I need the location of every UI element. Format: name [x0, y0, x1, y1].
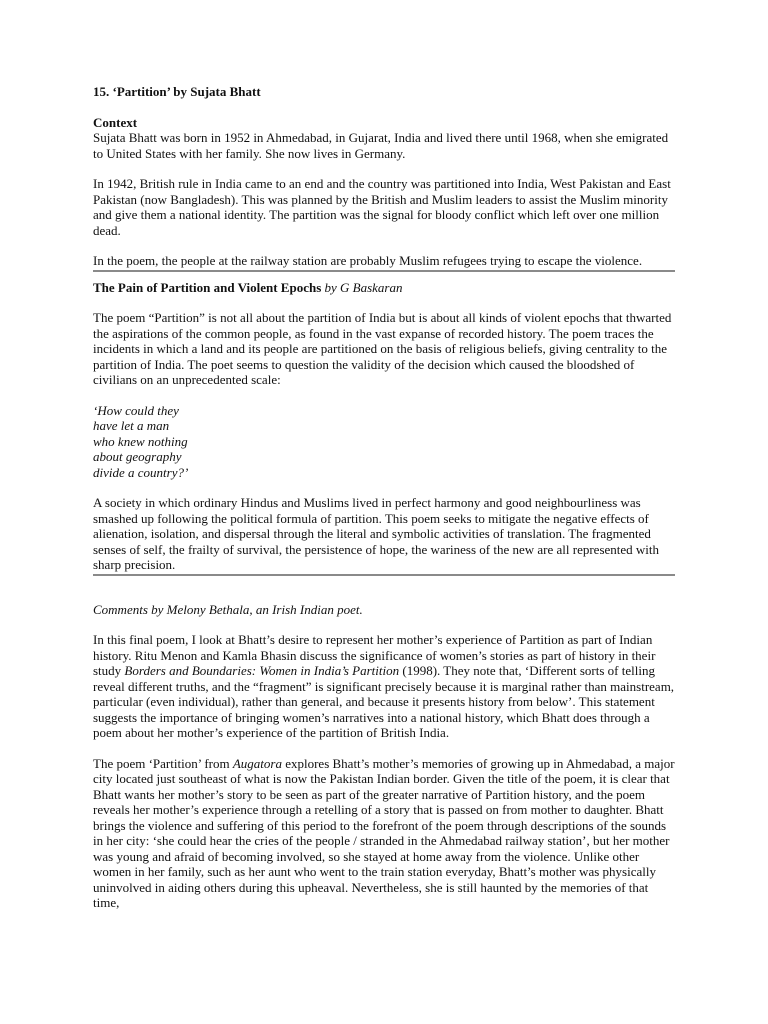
- section2-paragraph-2: A society in which ordinary Hindus and Muslims lived in perfect harmony and good neighbourliness was smashed up following the political formula of partition. This poem seeks to mitigate the negative effects of alienation, isolation, and dispersal through the literal and symbolic activities of translation. The fragmented senses of self, the frailty of survival, the persistence of hope, the wariness of the new are all represented with sharp precision.: [93, 495, 660, 572]
- book-title-augatora: Augatora: [232, 755, 282, 771]
- section2-byline: by G Baskaran: [324, 279, 403, 295]
- context-paragraph-3: In the poem, the people at the railway station are probably Muslim refugees trying to escape the violence.: [93, 253, 643, 268]
- comments-attribution: Comments by Melony Bethala, an Irish Indian poet.: [93, 601, 363, 617]
- context-paragraph-2: In 1942, British rule in India came to an end and the country was partitioned into India, West Pakistan and East Pakistan (now Bangladesh). This was planned by the British and Muslim leaders to assist the Muslim minority and give them a national identity. The partition was the signal for bloody conflict which left over one million dead.: [93, 176, 671, 238]
- poem-line: who knew nothing: [93, 433, 188, 449]
- section3-paragraph-2: [93, 756, 675, 911]
- section3-p2-text-start: The poem ‘Partition’ from: [93, 755, 233, 771]
- section2-heading: The Pain of Partition and Violent Epochs: [93, 279, 322, 295]
- poem-line: divide a country?’: [93, 464, 189, 480]
- poem-line: about geography: [93, 449, 182, 464]
- section2-paragraph-1: The poem “Partition” is not all about the partition of India but is about all kinds of violent epochs that thwarted the aspirations of the common people, as found in the vast expanse of recorded history. The poem traces the incidents in which a land and its people are partitioned on the basis of religious beliefs, giving centrality to the partition of India. The poet seems to question the validity of the decision which caused the bloodshed of civilians on an unprecedented scale:: [93, 310, 672, 387]
- document-page: [93, 84, 675, 911]
- section3-p2-text-end: explores Bhatt’s mother’s memories of growing up in Ahmedabad, a major city located just southeast of what is now the Pakistan Indian border. Given the title of the poem, it is clear that Bhatt wants her mother’s story to be seen as part of the greater narrative of Partition history, and the poem reveals her mother’s experience through a retelling of a story that is passed on from mother to daughter. Bhatt brings the violence and suffering of this period to the forefront of the poem through descriptions of the sounds in her city: ‘she could hear the cries of the people / stranded in the Ahmedabad railway station’, but her mother was young and afraid of becoming involved, so she stayed at home away from the violence. Unlike other women in her family, such as her aunt who went to the train station everyday, Bhatt’s mother was physically uninvolved in aiding others during this upheaval. Nevertheless, she is still haunted by the memories of that time,: [93, 755, 675, 910]
- section2-heading-line: [93, 280, 675, 296]
- section3-paragraph-1: [93, 632, 675, 741]
- document-title: 15. ‘Partition’ by Sujata Bhatt: [93, 84, 261, 99]
- context-heading: Context: [93, 114, 138, 130]
- section-divider-2: [93, 574, 675, 576]
- poem-line: ‘How could they: [93, 402, 179, 418]
- section-divider-1: [93, 270, 675, 272]
- section3-p1-text-end: (1998). They note that, ‘Different sorts of telling reveal different truths, and the “fragment” is significant precisely because it is marginal rather than mainstream, particular (even individual), rather than general, and because it presents history from below’. This statement suggests the importance of bringing women’s narratives into a national history, which Bhatt does through a poem about her mother’s experience of the partition of British India.: [93, 663, 675, 740]
- poem-line: have let a man: [93, 418, 170, 433]
- poem-excerpt: [93, 403, 675, 481]
- section3-p1-text-start: In this final poem, I look at Bhatt’s desire to represent her mother’s experience of Partition as part of Indian history. Ritu Menon and Kamla Bhasin discuss the significance of women’s stories as part of history in their study: [93, 632, 656, 678]
- book-title-borders: Borders and Boundaries: Women in India’s Partition: [124, 663, 400, 678]
- context-paragraph-1: Sujata Bhatt was born in 1952 in Ahmedabad, in Gujarat, India and lived there until 1968, when she emigrated to United States with her family. She now lives in Germany.: [93, 130, 669, 161]
